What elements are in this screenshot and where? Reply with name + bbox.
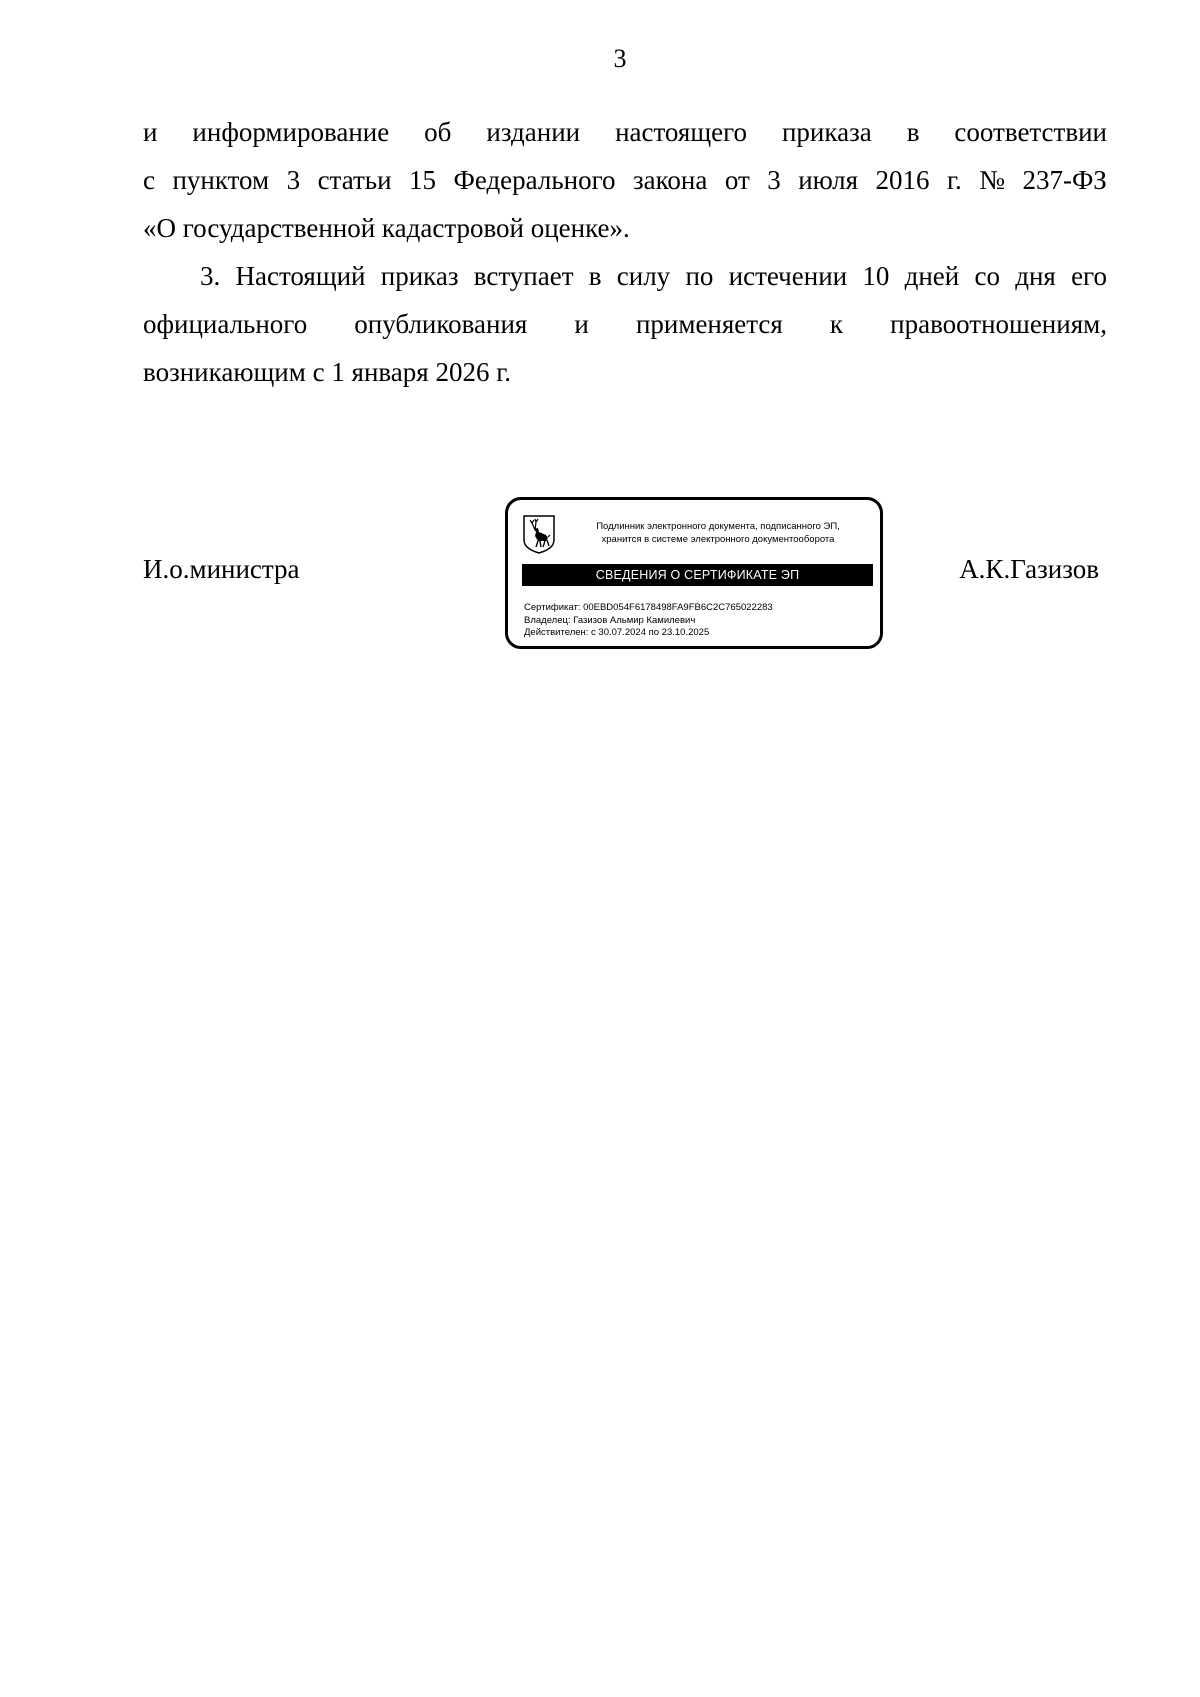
- word: Настоящий: [235, 261, 366, 291]
- word: 3: [767, 165, 781, 195]
- nizhny-novgorod-deer-emblem-icon: [522, 514, 556, 554]
- word: 3.: [200, 261, 221, 291]
- word: 15: [409, 165, 437, 195]
- word: №: [979, 165, 1005, 195]
- word: дня: [1015, 261, 1056, 291]
- word: его: [1071, 261, 1107, 291]
- word: приказ: [380, 261, 459, 291]
- paragraph-2-line-3: возникающим с 1 января 2026 г.: [143, 357, 511, 387]
- stamp-header-line-2: хранится в системе электронного документооборота: [601, 534, 835, 545]
- word: по: [685, 261, 714, 291]
- word: об: [424, 117, 452, 147]
- word: пунктом: [172, 165, 270, 195]
- word: и: [574, 309, 589, 339]
- stamp-title-bar: СВЕДЕНИЯ О СЕРТИФИКАТЕ ЭП: [522, 564, 873, 586]
- word: дней: [904, 261, 960, 291]
- word: со: [974, 261, 1000, 291]
- word: силу: [616, 261, 671, 291]
- signatory-name: А.К.Газизов: [959, 554, 1099, 584]
- word: и: [143, 117, 158, 147]
- word: к: [829, 309, 844, 339]
- word: с: [143, 165, 155, 195]
- word: Федерального: [453, 165, 616, 195]
- signatory-position: И.о.министра: [143, 554, 300, 584]
- word: настоящего: [615, 117, 748, 147]
- word: истечении: [728, 261, 848, 291]
- word: правоотношениям,: [890, 309, 1107, 339]
- stamp-header-line-1: Подлинник электронного документа, подписанного ЭП,: [596, 521, 840, 532]
- word: июля: [798, 165, 859, 195]
- stamp-header: [568, 520, 868, 546]
- e-signature-stamp: [505, 497, 883, 649]
- word: закона: [633, 165, 708, 195]
- page-number: 3: [613, 44, 627, 73]
- word: вступает: [473, 261, 574, 291]
- paragraph-1-line-2: [143, 156, 1107, 204]
- paragraph-2-line-1: [143, 252, 1107, 300]
- certificate-validity: Действителен: с 30.07.2024 по 23.10.2025: [524, 627, 710, 638]
- word: официального: [143, 309, 308, 339]
- word: 10: [862, 261, 890, 291]
- word: соответствии: [954, 117, 1107, 147]
- word: в: [906, 117, 920, 147]
- certificate-owner: Владелец: Газизов Альмир Камилевич: [524, 614, 696, 626]
- word: г.: [946, 165, 962, 195]
- word: 237-ФЗ: [1022, 165, 1107, 195]
- word: опубликования: [354, 309, 528, 339]
- word: издании: [486, 117, 581, 147]
- word: приказа: [781, 117, 872, 147]
- paragraph-1-line-3: «О государственной кадастровой оценке».: [143, 213, 630, 243]
- word: 2016: [875, 165, 930, 195]
- word: в: [588, 261, 602, 291]
- paragraph-1-line-1: [143, 108, 1107, 156]
- word: от: [724, 165, 750, 195]
- certificate-number: Сертификат: 00EBD054F6178498FA9FB6C2C765022283: [524, 602, 773, 613]
- order-text: [143, 108, 1107, 396]
- paragraph-2-line-2: [143, 300, 1107, 348]
- word: 3: [286, 165, 301, 195]
- word: статьи: [317, 165, 392, 195]
- stamp-certificate-details: [524, 602, 773, 640]
- word: информирование: [192, 117, 390, 147]
- word: применяется: [635, 309, 783, 339]
